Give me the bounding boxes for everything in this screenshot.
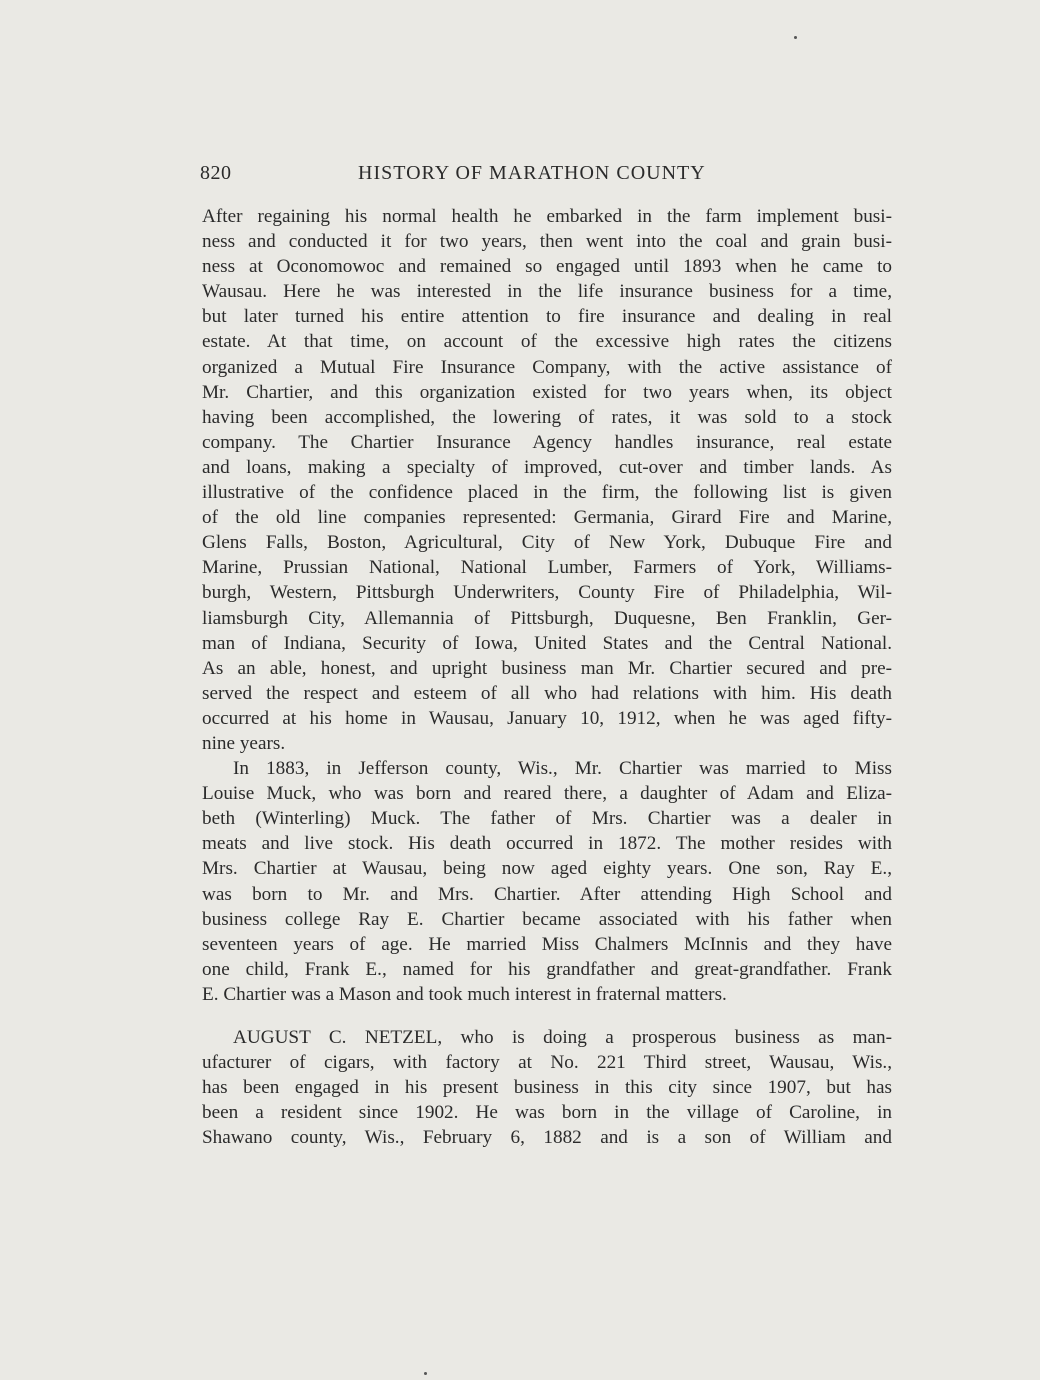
text-line: Glens Falls, Boston, Agricultural, City of New York, Dubuque Fire and [202,532,892,554]
text-line: E. Chartier was a Mason and took much interest in fraternal matters. [202,983,727,1005]
text-line: In 1883, in Jefferson county, Wis., Mr. Chartier was married to Miss [233,758,892,780]
page-header [202,162,892,190]
text-line: estate. At that time, on account of the excessive high rates the citizens [202,331,892,353]
text-line: Shawano county, Wis., February 6, 1882 and is a son of William and [202,1127,892,1149]
text-line: Louise Muck, who was born and reared there, a daughter of Adam and Eliza- [202,783,892,805]
text-line: illustrative of the confidence placed in the firm, the following list is given [202,482,892,504]
text-line: meats and live stock. His death occurred in 1872. The mother resides with [202,833,892,855]
paper-speck [794,36,797,39]
text-line: occurred at his home in Wausau, January 10, 1912, when he was aged fifty- [202,707,892,729]
text-line: has been engaged in his present business in this city since 1907, but has [202,1077,892,1099]
text-line: but later turned his entire attention to fire insurance and dealing in real [202,306,892,328]
text-line: of the old line companies represented: Germania, Girard Fire and Marine, [202,507,892,529]
text-line: Marine, Prussian National, National Lumber, Farmers of York, Williams- [202,557,892,579]
text-line: and loans, making a specialty of improved, cut-over and timber lands. As [202,456,892,478]
text-line: business college Ray E. Chartier became associated with his father when [202,908,892,930]
text-line: ufacturer of cigars, with factory at No. 221 Third street, Wausau, Wis., [202,1052,892,1074]
text-line: liamsburgh City, Allemannia of Pittsburgh, Duquesne, Ben Franklin, Ger- [202,607,892,629]
text-line: Mrs. Chartier at Wausau, being now aged eighty years. One son, Ray E., [202,858,892,880]
paragraph-chartier-family [202,756,892,1007]
running-title: HISTORY OF MARATHON COUNTY [358,162,706,184]
text-line: Mr. Chartier, and this organization existed for two years when, its object [202,381,892,403]
paper-speck [424,1372,427,1375]
paragraph-gap [202,1007,892,1025]
text-line: After regaining his normal health he embarked in the farm implement busi- [202,206,892,227]
text-line: served the respect and esteem of all who had relations with him. His death [202,682,892,704]
text-line: beth (Winterling) Muck. The father of Mrs. Chartier was a dealer in [202,808,892,830]
body-text [202,204,892,1150]
text-line: one child, Frank E., named for his grandfather and great-grandfather. Frank [202,958,892,980]
text-line: company. The Chartier Insurance Agency handles insurance, real estate [202,431,892,453]
paragraph-chartier-business [202,204,892,756]
text-line: ness at Oconomowoc and remained so engaged until 1893 when he came to [202,256,892,278]
text-line: AUGUST C. NETZEL, who is doing a prosperous business as man- [233,1027,892,1048]
text-line: burgh, Western, Pittsburgh Underwriters, County Fire of Philadelphia, Wil- [202,582,892,604]
text-line: nine years. [202,732,286,754]
text-line: been a resident since 1902. He was born in the village of Caroline, in [202,1102,892,1124]
text-line: As an able, honest, and upright business man Mr. Chartier secured and pre- [202,657,892,679]
page-number: 820 [200,162,232,184]
text-line: Wausau. Here he was interested in the life insurance business for a time, [202,281,892,303]
paragraph-netzel [202,1025,892,1150]
text-line: ness and conducted it for two years, then went into the coal and grain busi- [202,231,892,253]
text-line: was born to Mr. and Mrs. Chartier. After attending High School and [202,883,892,905]
text-line: organized a Mutual Fire Insurance Company, with the active assistance of [202,356,892,378]
text-line: seventeen years of age. He married Miss Chalmers McInnis and they have [202,933,892,955]
text-line: having been accomplished, the lowering of rates, it was sold to a stock [202,406,892,428]
text-line: man of Indiana, Security of Iowa, United States and the Central National. [202,632,892,654]
